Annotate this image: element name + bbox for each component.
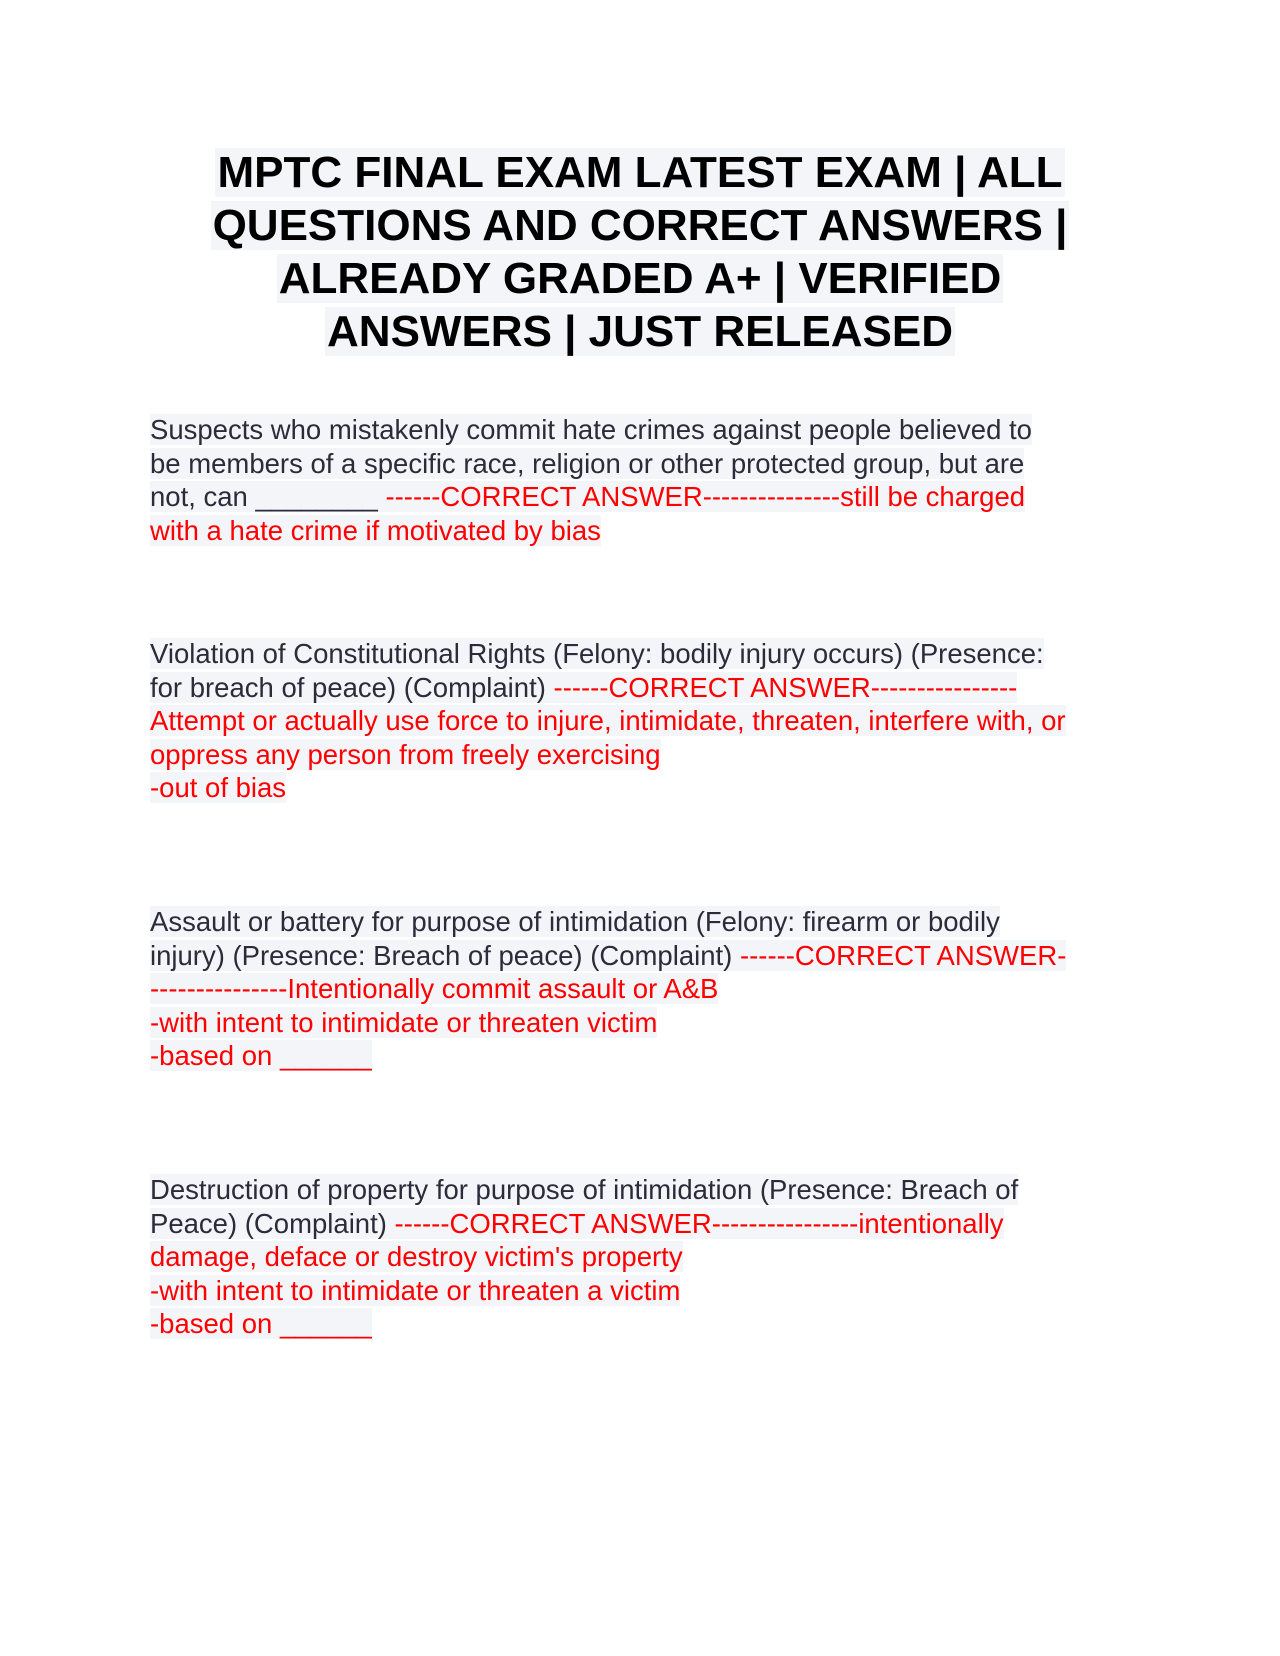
answer-text: Attempt or actually use force to injure, intimidate, threaten, interfere with, or xyxy=(150,705,1066,736)
qa-line xyxy=(150,671,1135,705)
qa-line xyxy=(150,447,1135,481)
answer-text: -out of bias xyxy=(150,772,287,803)
document-title xyxy=(150,146,1130,358)
answer-text: -based on ______ xyxy=(150,1308,372,1339)
qa-line xyxy=(150,480,1135,514)
qa-line xyxy=(150,1307,1135,1341)
answer-text: ------CORRECT ANSWER---------------- xyxy=(553,671,1018,703)
qa-line xyxy=(150,413,1135,447)
answer-text: ------CORRECT ANSWER----------------intentionally xyxy=(394,1207,1004,1239)
qa-line xyxy=(150,738,1135,772)
title-line: ALREADY GRADED A+ | VERIFIED xyxy=(278,254,1002,303)
answer-text: oppress any person from freely exercising xyxy=(150,738,661,770)
question-text: Assault or battery for purpose of intimidation (Felony: firearm or bodily xyxy=(150,906,1000,937)
answer-text: ---------------Intentionally commit assault or A&B xyxy=(150,973,719,1004)
qa-line xyxy=(150,1039,1135,1073)
qa-line xyxy=(150,939,1135,973)
question-text: Suspects who mistakenly commit hate crimes against people believed to xyxy=(150,414,1032,445)
qa-entry-1 xyxy=(150,413,1135,547)
qa-line xyxy=(150,1207,1135,1241)
answer-text: -with intent to intimidate or threaten a victim xyxy=(150,1274,681,1306)
qa-line xyxy=(150,1006,1135,1040)
question-text: Violation of Constitutional Rights (Felony: bodily injury occurs) (Presence: xyxy=(150,638,1044,669)
answer-text: with a hate crime if motivated by bias xyxy=(150,514,601,546)
question-text: be members of a specific race, religion or other protected group, but are xyxy=(150,447,1025,479)
question-text: injury) (Presence: Breach of peace) (Complaint) xyxy=(150,939,740,971)
answer-text: -with intent to intimidate or threaten victim xyxy=(150,1006,658,1038)
qa-line xyxy=(150,1173,1135,1207)
question-text: Peace) (Complaint) xyxy=(150,1207,395,1239)
answer-text: -based on ______ xyxy=(150,1040,372,1071)
qa-line xyxy=(150,905,1135,939)
qa-line xyxy=(150,637,1135,671)
qa-entry-2 xyxy=(150,637,1135,805)
qa-entry-3 xyxy=(150,905,1135,1073)
question-text: Destruction of property for purpose of intimidation (Presence: Breach of xyxy=(150,1174,1019,1205)
qa-line xyxy=(150,972,1135,1006)
qa-line xyxy=(150,704,1135,738)
answer-text: ------CORRECT ANSWER- xyxy=(739,939,1067,971)
qa-line xyxy=(150,771,1135,805)
answer-text: damage, deface or destroy victim's property xyxy=(150,1241,683,1272)
qa-line xyxy=(150,514,1135,548)
question-text: not, can ________ xyxy=(150,481,386,512)
qa-entry-4 xyxy=(150,1173,1135,1341)
question-text: for breach of peace) (Complaint) xyxy=(150,671,554,703)
title-line: ANSWERS | JUST RELEASED xyxy=(327,307,953,356)
qa-line xyxy=(150,1240,1135,1274)
title-line: MPTC FINAL EXAM LATEST EXAM | ALL xyxy=(217,148,1063,197)
answer-text: ------CORRECT ANSWER---------------still be charged xyxy=(385,481,1026,512)
title-line: QUESTIONS AND CORRECT ANSWERS | xyxy=(212,201,1068,250)
qa-line xyxy=(150,1274,1135,1308)
